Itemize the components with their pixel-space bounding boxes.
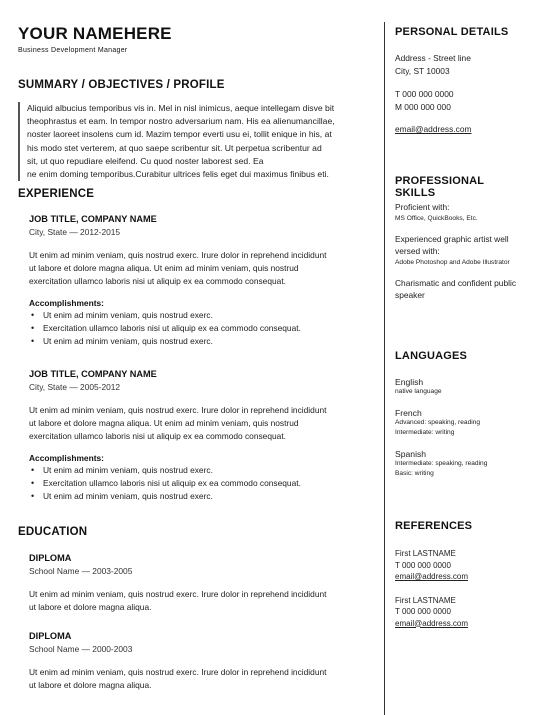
job-meta: City, State — 2012-2015 xyxy=(29,227,121,237)
reference-name: First LASTNAME xyxy=(395,595,456,605)
language-level: Advanced: speaking, reading xyxy=(395,419,481,426)
job-description xyxy=(29,404,374,444)
job-desc-line: Ut enim ad minim veniam, quis nostrud exerc. Irure dolor in reprehend incididunt xyxy=(29,405,327,415)
accomplishment-item: • Exercitation ullamco laboris nisi ut aliquip ex ea commodo consequat. xyxy=(29,322,374,335)
language-level: Intermediate: speaking, reading xyxy=(395,460,488,467)
skills-heading: PROFESSIONAL SKILLS xyxy=(395,175,484,199)
skill-title: Proficient with: xyxy=(395,202,450,212)
language-level: Intermediate: writing xyxy=(395,429,455,436)
references-heading: REFERENCES xyxy=(395,520,473,532)
skill-detail: Adobe Photoshop and Adobe Illustrator xyxy=(395,258,510,266)
address-line-2: City, ST 10003 xyxy=(395,65,450,76)
languages-heading: LANGUAGES xyxy=(395,350,468,362)
education-heading: EDUCATION xyxy=(18,526,88,538)
degree-title: DIPLOMA xyxy=(29,631,72,641)
job-entry xyxy=(29,369,374,503)
education-description xyxy=(29,588,374,614)
job-meta: City, State — 2005-2012 xyxy=(29,382,121,392)
summary-text xyxy=(18,102,379,181)
job-desc-line: Ut enim ad minim veniam, quis nostrud exerc. Irure dolor in reprehend incididunt xyxy=(29,250,327,260)
accomplishment-item: • Ut enim ad minim veniam, quis nostrud exerc. xyxy=(29,490,374,503)
accomplishment-item: • Ut enim ad minim veniam, quis nostrud exerc. xyxy=(29,309,374,322)
accomplishments-label: Accomplishments: xyxy=(29,297,104,308)
language-name: English xyxy=(395,377,424,387)
references-list xyxy=(395,548,530,629)
language-name: French xyxy=(395,408,422,418)
education-entry xyxy=(29,553,374,614)
mobile-number: M 000 000 000 xyxy=(395,101,451,112)
email-link[interactable]: email@address.com xyxy=(395,124,472,134)
job-title: JOB TITLE, COMPANY NAME xyxy=(29,369,157,379)
edu-desc-line: ut labore et dolore magna aliqua. xyxy=(29,602,152,613)
languages-list xyxy=(395,377,530,479)
edu-desc-line: Ut enim ad minim veniam, quis nostrud exerc. Irure dolor in reprehend incididunt xyxy=(29,667,327,677)
skills-list xyxy=(395,201,530,302)
reference-email-link[interactable]: email@address.com xyxy=(395,618,469,628)
candidate-name: YOUR NAMEHERE xyxy=(18,24,172,43)
accomplishments-list xyxy=(29,309,374,349)
summary-line: ne enim doming temporibus.Curabitur ultrices felis eget dui maximus finibus eti. xyxy=(27,169,329,180)
reference-phone: T 000 000 0000 xyxy=(395,607,451,616)
edu-desc-line: ut labore et dolore magna aliqua. xyxy=(29,680,152,691)
job-desc-line: ut labore et dolore magna aliqua. Ut enim ad minim veniam, quis nostrud xyxy=(29,418,299,429)
degree-title: DIPLOMA xyxy=(29,553,72,563)
accomplishment-item: • Ut enim ad minim veniam, quis nostrud exerc. xyxy=(29,335,374,348)
accomplishments-label: Accomplishments: xyxy=(29,452,104,463)
language-level: Basic: writing xyxy=(395,470,434,477)
job-desc-line: exercitation ullamco laboris nisi ut aliquip ex ea commodo consequat. xyxy=(29,276,286,287)
reference-phone: T 000 000 0000 xyxy=(395,560,451,570)
reference-email-link[interactable]: email@address.com xyxy=(395,572,469,581)
experience-heading: EXPERIENCE xyxy=(18,188,95,200)
school-meta: School Name — 2003-2005 xyxy=(29,566,133,576)
personal-details-heading: PERSONAL DETAILS xyxy=(395,26,509,38)
accomplishments-list xyxy=(29,464,374,504)
edu-desc-line: Ut enim ad minim veniam, quis nostrud exerc. Irure dolor in reprehend incididunt xyxy=(29,589,327,599)
summary-line: noster laoreet insolens cum id. Mazim tempor everti usu ei, tollit enique in his, at xyxy=(27,129,332,140)
reference-name: First LASTNAME xyxy=(395,549,456,558)
skill-detail: MS Office, QuickBooks, Etc. xyxy=(395,214,478,222)
summary-line: his modo stet verterem, at quo saepe scribentur sit. Ut perpetua scribentur ad xyxy=(27,142,322,153)
personal-details xyxy=(395,52,530,134)
job-description xyxy=(29,249,374,289)
candidate-title: Business Development Manager xyxy=(18,47,128,54)
school-meta: School Name — 2000-2003 xyxy=(29,644,133,654)
accomplishment-item: • Ut enim ad minim veniam, quis nostrud exerc. xyxy=(29,464,374,477)
job-desc-line: exercitation ullamco laboris nisi ut aliquip ex ea commodo consequat. xyxy=(29,431,286,442)
summary-line: theophrastus et eam. In tempor nostro adversarium nam. His ea alienumancillae, xyxy=(27,116,335,127)
job-entry xyxy=(29,214,374,348)
address-line-1: Address - Street line xyxy=(395,53,471,63)
summary-line: sit, ut quo repudiare eleifend. Cu quod noster laborest sed. Ea xyxy=(27,155,264,166)
job-desc-line: ut labore et dolore magna aliqua. Ut enim ad minim veniam, quis nostrud xyxy=(29,263,299,274)
job-title: JOB TITLE, COMPANY NAME xyxy=(29,214,157,224)
summary-line: Aliquid albucius temporibus vis in. Mel in nisl inimicus, aeque intellegam disve bit xyxy=(27,103,335,113)
column-divider xyxy=(384,22,385,715)
skill-title: Charismatic and confident public speaker xyxy=(395,277,517,300)
language-level: native language xyxy=(395,388,442,395)
skill-title: Experienced graphic artist well versed with: xyxy=(395,233,509,256)
phone-number: T 000 000 0000 xyxy=(395,89,454,99)
language-name: Spanish xyxy=(395,449,427,459)
education-entry xyxy=(29,631,374,692)
summary-heading: SUMMARY / OBJECTIVES / PROFILE xyxy=(18,79,225,91)
education-description xyxy=(29,666,374,692)
accomplishment-item: • Exercitation ullamco laboris nisi ut aliquip ex ea commodo consequat. xyxy=(29,477,374,490)
